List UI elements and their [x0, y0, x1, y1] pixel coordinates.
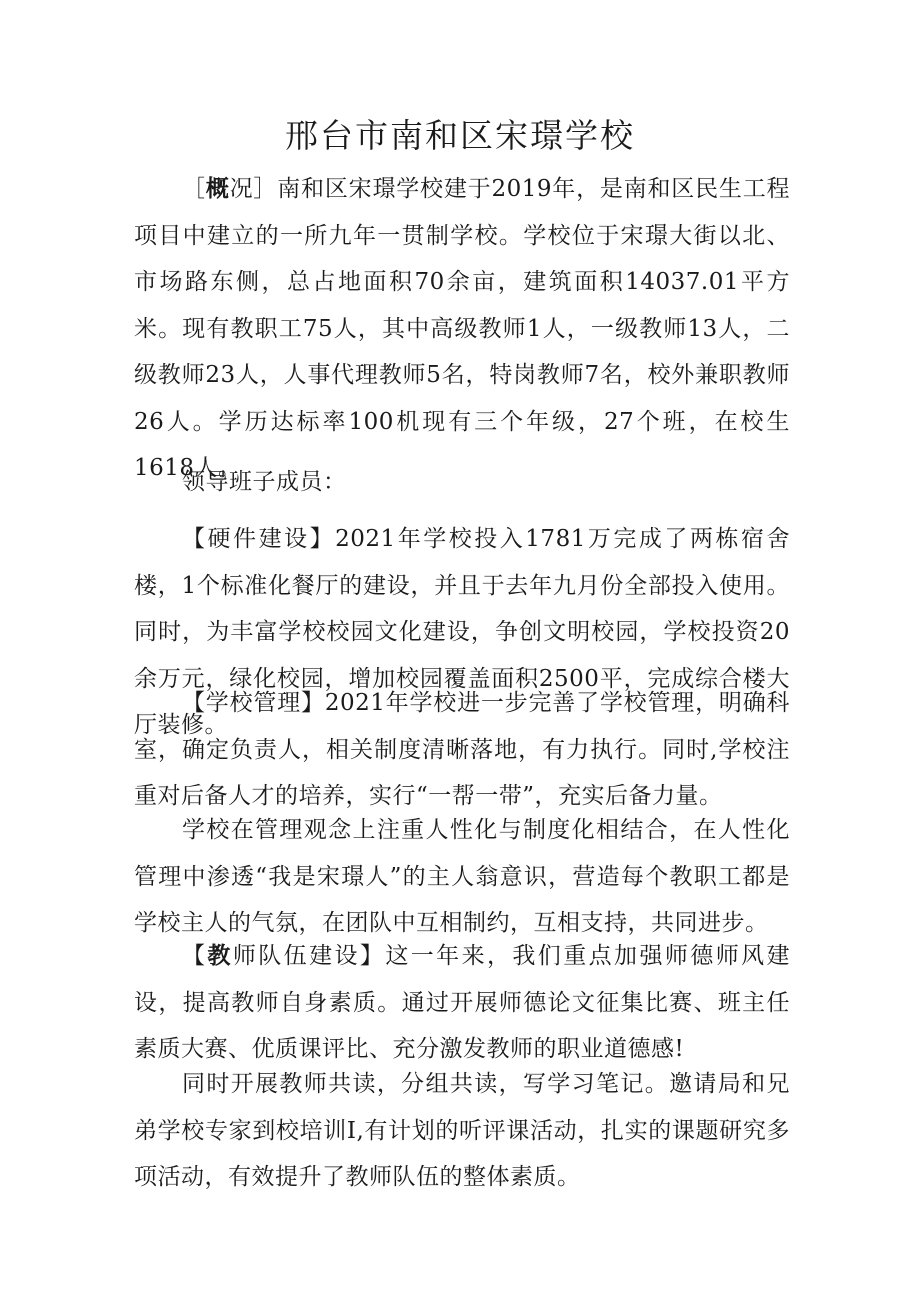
paragraph-overview — [134, 166, 790, 492]
paragraph-teachers — [134, 933, 790, 1073]
heading-teachers-open: 【 — [182, 943, 208, 969]
paragraph-teachers-text: 这一年来，我们重点加强师德师风建设，提高教师自身素质。通过开展师德论文征集比赛、班主任素质大赛、优质课评比、充分激发教师的职业道德感! — [134, 943, 791, 1062]
document-title: 邢台市南和区宋璟学校 — [285, 116, 635, 155]
heading-bracket-open: ［ — [182, 176, 206, 202]
paragraph-leadership: 领导班子成员： — [182, 469, 347, 495]
paragraph-management — [134, 680, 790, 820]
paragraph-management-text: 2021年学校进一步完善了学校管理，明确科室，确定负责人，相关制度清晰落地，有力执行。同时,学校注重对后备人才的培养，实行“一帮一带”，充实后备力量。 — [134, 690, 791, 809]
paragraph-management-concept: 学校在管理观念上注重人性化与制度化相结合，在人性化管理中渗透“我是宋璟人”的主人翁意识，营造每个教职工都是学校主人的气氛，在团队中互相制约，互相支持，共同进步。 — [134, 817, 790, 936]
heading-teachers-rest: 师队伍建设】 — [232, 943, 386, 969]
heading-teachers-bold: 教 — [207, 942, 233, 969]
heading-management: 【学校管理】 — [182, 690, 325, 716]
heading-overview-rest: 况］ — [229, 176, 278, 202]
paragraph-overview-text: 南和区宋璟学校建于2019年，是南和区民生工程项目中建立的一所九年一贯制学校。学校位于宋璟大街以北、市场路东侧，总占地面积70余亩，建筑面积14037.01平方米。现有教职工75人，其中高级教师1人，一级教师13人，二级教师23人，人事代理教师5名，特岗教师7名，校外兼职教师26人。学历达标率100机现有三个年级，27个班，在校生1618人。 — [134, 176, 791, 481]
paragraph-hardware-text: 2021年学校投入1781万完成了两栋宿舍楼，1个标准化餐厅的建设，并且于去年九月份全部投入使用。同时，为丰富学校校园文化建设，争创文明校园，学校投资20余万元，绿化校园，增加校园覆盖面积2500平，完成综合楼大厅装修。 — [134, 526, 791, 738]
paragraph-teacher-reading: 同时开展教师共读，分组共读，写学习笔记。邀请局和兄弟学校专家到校培训I,有计划的听评课活动，扎实的课题研究多项活动，有效提升了教师队伍的整体素质。 — [134, 1071, 790, 1190]
heading-hardware: 【硬件建设】 — [182, 526, 336, 552]
heading-overview-bold: 概 — [205, 175, 230, 202]
